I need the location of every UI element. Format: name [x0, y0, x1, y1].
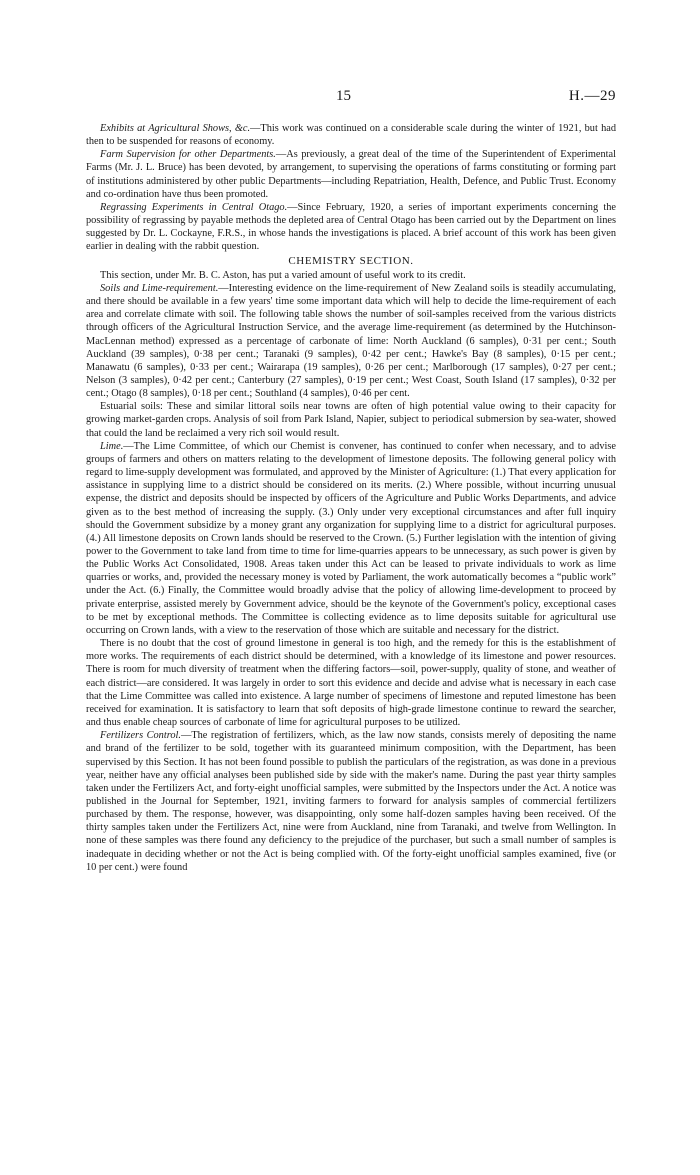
- report-code: H.—29: [568, 88, 616, 104]
- paragraph-text: —As previously, a great deal of the time of the Superintendent of Experimental Farms (Mr. J. L. Bruce) has been devoted, by arrangement, to supervising the operations of farms constituting or forming part of institutions administered by other public Departments—including Repatriation, Health, Defence, and Public Trust. Economy and co-ordination have thus been promoted.: [86, 149, 616, 200]
- paragraph-text: This section, under Mr. B. C. Aston, has put a varied amount of useful work to its credit.: [100, 269, 466, 281]
- paragraph-chemistry-intro: [86, 269, 616, 282]
- paragraph-regrassing: [86, 201, 616, 254]
- running-head: [86, 88, 616, 108]
- paragraph-text: —The registration of fertilizers, which, as the law now stands, consists merely of depositing the name and brand of the fertilizer to be sold, together with its guaranteed minimum composition, with the Department, has been supervised by this Section. It has not been found possible to publish the particulars of the registration, as was done in a previous year, neither have any official analyses been published side by side with the maker's name. During the past year thirty samples taken under the Fertilizers Act, and forty-eight unofficial samples, were submitted by the Inspectors under the Act. A notice was published in the Journal for September, 1921, inviting farmers to forward for analysis samples of commercial fertilizers purchased by them. The response, however, was disappointing, only some half-dozen samples having been received. Of the thirty samples taken under the Fertilizers Act, nine were from Auckland, nine from Taranaki, and twelve from Wellington. In none of these samples was there found any deficiency to the prejudice of the purchaser, but such a small number of samples is inadequate in deciding whether or not the Act is being complied with. Of the forty-eight unofficial samples examined, five (or 10 per cent.) were found: [86, 730, 616, 873]
- paragraph-text: —This work was continued on a considerable scale during the winter of 1921, but had then to be suspended for reasons of economy.: [86, 123, 616, 148]
- paragraph-soils-lime: [86, 282, 616, 400]
- page-number: 15: [336, 88, 351, 104]
- paragraph-estuarial-soils: [86, 400, 616, 439]
- paragraph-text: —Since February, 1920, a series of important experiments concerning the possibility of regrassing by payable methods the depleted area of Central Otago has been carried out by the Department on lines suggested by Dr. L. Cockayne, F.R.S., in whose hands the investigations is placed. A brief account of this work has been given earlier in dealing with the rabbit question.: [86, 201, 616, 253]
- paragraph-text: There is no doubt that the cost of ground limestone in general is too high, and the remedy for this is the establishment of more works. The requirements of each district should be determined, with a knowledge of its limestone and power resources. There is room for much diversity of treatment when the differing factors—soil, power-supply, quality of stone, and weather of each district—are considered. It was largely in order to sort this evidence and decide and advise what is necessary in each case that the Lime Committee was called into existence. A large number of specimens of limestone and reputed limestone has been received for examination. It is satisfactory to learn that soft deposits of high-grade limestone continue to reward the searcher, and thus enable cheap sources of carbonate of lime for agricultural purposes to be utilized.: [86, 638, 616, 729]
- run-in-heading: Farm Supervision for other Departments.: [100, 149, 276, 161]
- section-heading-chemistry: CHEMISTRY SECTION.: [288, 254, 414, 267]
- run-in-heading: Exhibits at Agricultural Shows, &c.: [100, 123, 251, 134]
- document-body: [86, 122, 616, 874]
- run-in-heading: Soils and Lime-requirement.: [100, 282, 219, 294]
- paragraph-fertilizers: [86, 729, 616, 874]
- paragraph-text: —Interesting evidence on the lime-requirement of New Zealand soils is steadily accumulating, and there should be available in a few years' time some important data which will help to decide the lime-requirement of each area and correlate climate with soil. The following table shows the number of soil-samples received from the various districts through officers of the Agricultural Instruction Service, and the average lime-requirement (as determined by the Hutchinson-MacLennan method) expressed as a percentage of carbonate of lime: North Auckland (6 samples), 0·31 per cent.; South Auckland (39 samples), 0·38 per cent.; Taranaki (9 samples), 0·42 per cent.; Hawke's Bay (8 samples), 0·15 per cent.; Manawatu (6 samples), 0·33 per cent.; Wairarapa (19 samples), 0·26 per cent.; Marlborough (17 samples), 0·27 per cent.; Nelson (3 samples), 0·42 per cent.; Canterbury (27 samples), 0·19 per cent.; West Coast, South Island (17 samples), 0·32 per cent.; Otago (8 samples), 0·18 per cent.; Southland (4 samples), 0·46 per cent.: [86, 282, 616, 400]
- paragraph-exhibits: [86, 122, 616, 148]
- paragraph-lime: [86, 440, 616, 637]
- paragraph-limestone-cost: [86, 637, 616, 729]
- run-in-heading: Regrassing Experiments in Central Otago.: [100, 201, 288, 213]
- paragraph-text: —The Lime Committee, of which our Chemist is convener, has continued to confer when necessary, and to advise groups of farmers and others on matters relating to the development of limestone deposits. The following general policy with regard to lime-supply development was formulated, and approved by the Minister of Agriculture: (1.) That every application for assistance in supplying lime to a district should be considered on its merits. (2.) Where possible, without incurring unusual expense, the district and deposits should be inspected by officers of the Agriculture and Public Works Departments, and advice given as to the best method of increasing the supply. (3.) Only under very exceptional circumstances and after full inquiry should the Government subsidize by a money grant any organization for supplying lime to a district for agricultural purposes. (4.) All limestone deposits on Crown lands should be reserved to the Crown. (5.) Further legislation with the intention of giving power to the Government to take land from time to time for lime-quarries appears to be unnecessary, as such power is given by the Public Works Act Consolidated, 1908. Areas taken under this Act can be leased to private individuals to work as lime quarries or works, and, provided the necessary money is voted by Parliament, the work automatically becomes a “public work” under the Act. (6.) Finally, the Committee would broadly advise that the policy of allowing lime-development to proceed by private enterprise, assisted merely by Government advice, should be the keynote of the Government's policy, exceptional cases to be met by exceptional methods. The Committee is collecting evidence as to lime deposits suitable for agricultural use occurring on Crown lands, with a view to the reservation of those which are suitable and necessary for the district.: [86, 440, 616, 636]
- run-in-heading: Fertilizers Control.: [100, 730, 181, 742]
- run-in-heading: Lime.: [100, 440, 124, 452]
- paragraph-text: Estuarial soils: These and similar littoral soils near towns are often of high potential value owing to their capacity for growing market-garden crops. Analysis of soil from Park Island, Napier, subject to periodical submersion by sea-water, showed that could the land be reclaimed a very rich soil would result.: [86, 401, 616, 439]
- paragraph-farm-supervision: [86, 148, 616, 201]
